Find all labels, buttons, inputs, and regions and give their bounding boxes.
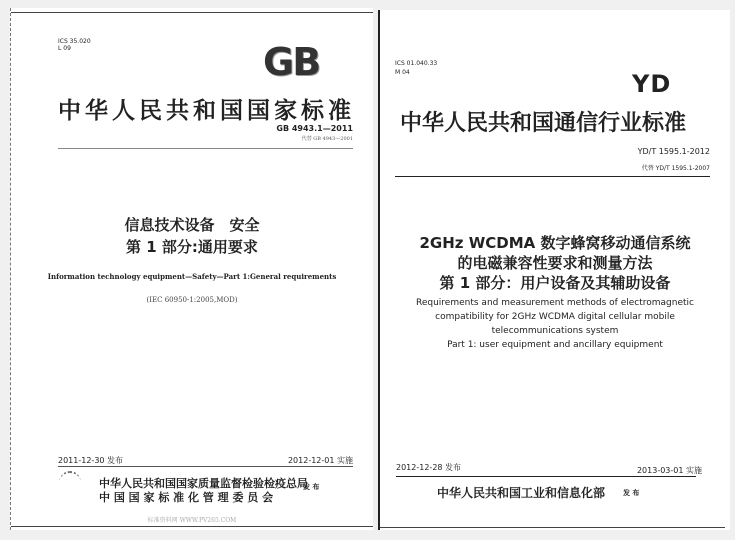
replaces-standard: 代替 GB 4943—2001: [301, 136, 353, 142]
effective-date: 2012-12-01 实施: [287, 456, 353, 465]
yd-standard-cover: [378, 10, 730, 530]
issue-label: 发 布: [623, 489, 640, 497]
title-line-2: 第 1 部分:通用要求: [126, 238, 258, 256]
gb-standard-cover: [10, 8, 373, 530]
adoption-note: (IEC 60950-1:2005,MOD): [146, 296, 238, 304]
publish-date: 2012-12-28 发布: [396, 463, 462, 472]
issuer-2: 中 国 国 家 标 准 化 管 理 委 员 会: [99, 491, 274, 504]
issuer: 中华人民共和国工业和信息化部: [437, 486, 606, 500]
title-english-2: compatibility for 2GHz WCDMA digital cellular mobile: [435, 312, 675, 322]
org-title: 中华人民共和国国家标准: [58, 97, 355, 124]
effective-date: 2013-03-01 实施: [636, 466, 702, 475]
standard-number: YD/T 1595.1-2012: [637, 147, 710, 156]
title-english-4: Part 1: user equipment and ancillary equipment: [447, 340, 663, 350]
title-english-1: Requirements and measurement methods of electromagnetic: [416, 298, 694, 308]
title-line-1: 2GHz WCDMA 数字蜂窝移动通信系统: [419, 234, 691, 252]
issuer-1: 中华人民共和国国家质量监督检验检疫总局: [99, 477, 308, 490]
ccs-code: M 04: [395, 69, 410, 76]
issuer-seal-icon: [59, 471, 81, 495]
ics-code: ICS 01.040.33: [395, 60, 438, 67]
publish-date: 2011-12-30 发布: [58, 456, 124, 465]
title-english-3: telecommunications system: [491, 326, 619, 336]
title-english: Information technology equipment—Safety—Part 1:General requirements: [47, 272, 337, 281]
org-title: 中华人民共和国通信行业标准: [400, 111, 687, 136]
title-line-1: 信息技术设备 安全: [124, 216, 260, 234]
title-line-2: 的电磁兼容性要求和测量方法: [457, 254, 653, 272]
watermark: 标准资料网 WWW.PV265.COM: [147, 517, 237, 524]
title-line-3: 第 1 部分：用户设备及其辅助设备: [439, 274, 671, 292]
standard-number: GB 4943.1—2011: [276, 124, 353, 133]
replaces-standard: 代替 YD/T 1595.1-2007: [641, 165, 710, 172]
ccs-code: L 09: [58, 45, 71, 52]
ics-code: ICS 35.020: [58, 38, 91, 45]
issue-label: 发 布: [303, 483, 320, 491]
gb-logo: GB: [263, 40, 320, 84]
yd-logo: YD: [632, 70, 672, 98]
